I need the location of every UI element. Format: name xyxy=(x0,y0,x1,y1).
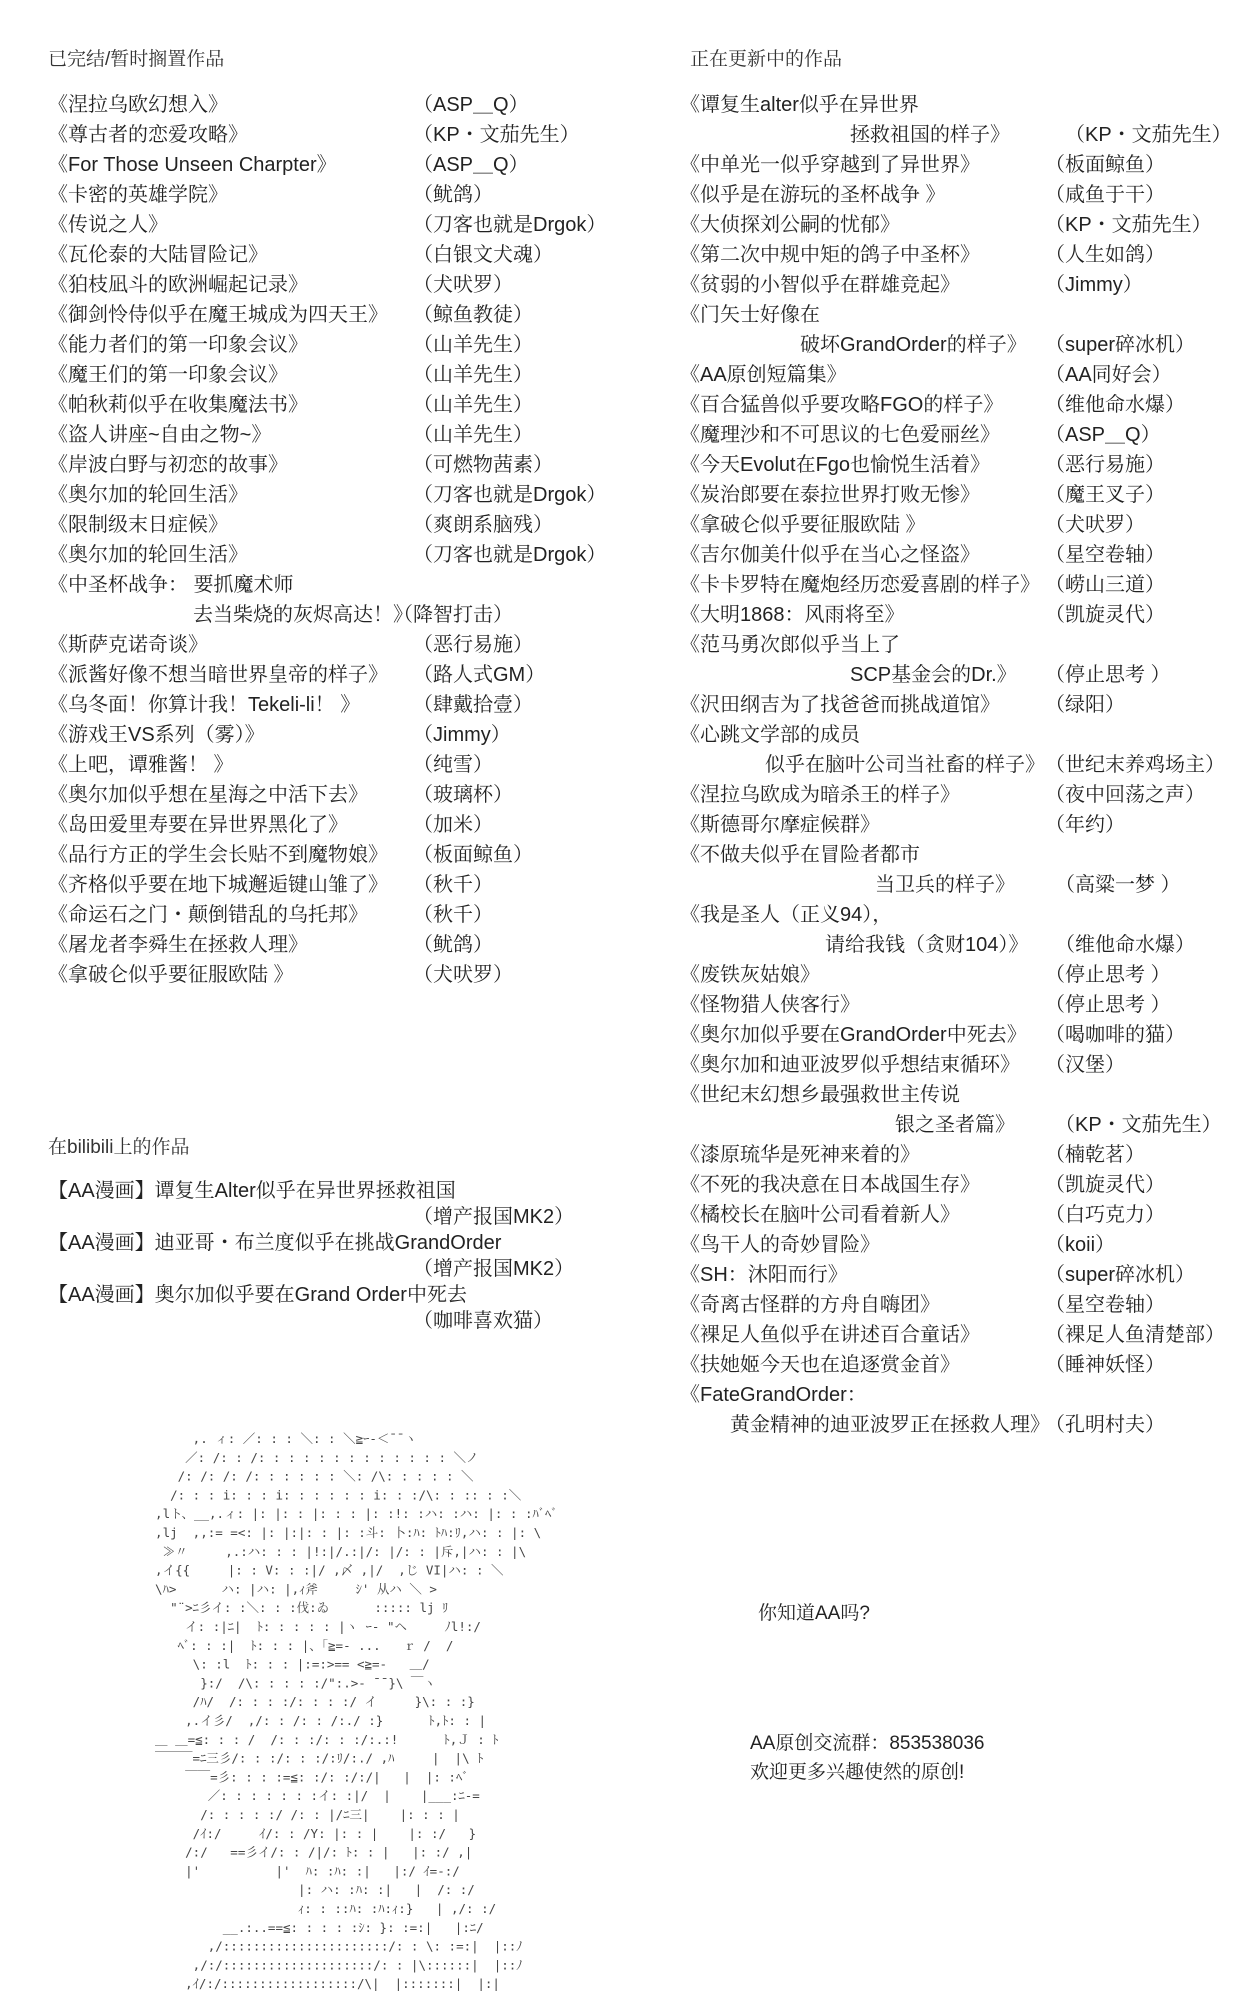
aa-welcome: 欢迎更多兴趣使然的原创! xyxy=(750,1762,965,1783)
completed-work-title: 《传说之人》 xyxy=(48,214,168,236)
completed-work-item xyxy=(48,180,618,210)
updating-work-author: （汉堡） xyxy=(1045,1054,1125,1076)
updating-work-author: （凯旋灵代） xyxy=(1045,1174,1165,1196)
completed-work-item xyxy=(48,150,618,180)
completed-work-author: （刀客也就是Drgok） xyxy=(413,544,607,566)
updating-work-title: 《扶她姬今天也在追逐赏金首》 xyxy=(680,1354,960,1376)
updating-work-author: （裸足人鱼清楚部） xyxy=(1045,1324,1225,1346)
updating-work-item xyxy=(680,150,1240,180)
updating-work-title: 《不死的我决意在日本战国生存》 xyxy=(680,1174,980,1196)
completed-work-author: （山羊先生） xyxy=(413,394,533,416)
completed-work-author: （犬吠罗） xyxy=(413,274,513,296)
ascii-art-line: /:/ ==彡イ/: : /|/: ﾄ: : | |: :/ ,| xyxy=(140,1844,473,1860)
updating-work-author: （星空卷轴） xyxy=(1045,544,1165,566)
updating-work-title: 《贫弱的小智似乎在群雄竞起》 xyxy=(680,274,960,296)
ascii-art-line: |: ハ: :ﾊ: :| | /: :/ xyxy=(140,1882,475,1898)
completed-work-author: （白银文犬魂） xyxy=(413,244,553,266)
updating-work-title: 《裸足人鱼似乎在讲述百合童话》 xyxy=(680,1324,980,1346)
updating-work-item xyxy=(680,1320,1240,1350)
ascii-art-line: ,. ィ: ／: : : ＼: : ＼≧ｰ-＜¯¯ヽ xyxy=(140,1431,417,1446)
updating-work-item xyxy=(680,390,1240,420)
updating-work-title: 《百合猛兽似乎要攻略FGO的样子》 xyxy=(680,394,1004,416)
updating-work-author: （孔明村夫） xyxy=(1045,1414,1165,1436)
ascii-art-line: ＿ ＿=≦: : : / /: : :/: : :/:.:! ﾄ,Ｊ : ﾄ xyxy=(140,1731,499,1747)
completed-work-item xyxy=(48,360,618,390)
completed-work-author: （刀客也就是Drgok） xyxy=(413,484,607,506)
updating-work-title: 《不做夫似乎在冒险者都市 xyxy=(680,844,920,866)
completed-work-author: （恶行易施） xyxy=(413,634,533,656)
updating-work-item xyxy=(680,450,1240,480)
updating-work-author: （凯旋灵代） xyxy=(1045,604,1165,626)
completed-work-author: （秋千） xyxy=(413,874,493,896)
updating-work-title: 《谭复生alter似乎在异世界 xyxy=(680,94,919,116)
updating-work-author: （魔王叉子） xyxy=(1045,484,1165,506)
updating-work-author: （人生如鸽） xyxy=(1045,244,1165,266)
updating-work-title: 《今天Evolut在Fgo也愉悦生活着》 xyxy=(680,454,991,476)
updating-work-title: 《AA原创短篇集》 xyxy=(680,364,847,386)
ascii-art-line: イ: :|ﾆ| ﾄ: : : : : |ヽ ｰ‐ "ヘ ﾉl!:/ xyxy=(140,1619,481,1634)
updating-work-author: （夜中回荡之声） xyxy=(1045,784,1205,806)
updating-work-author: （维他命水爆） xyxy=(1055,934,1195,956)
bilibili-work-title: 【AA漫画】迪亚哥・布兰度似乎在挑战GrandOrder xyxy=(48,1232,502,1254)
ascii-art-line: }:/ /\: : : : :/":.>‐ ¯¯}\ ￣ヽ xyxy=(140,1675,436,1691)
completed-work-title: 《尊古者的恋爱攻略》 xyxy=(48,124,248,146)
updating-work-author: （Jimmy） xyxy=(1045,274,1143,296)
completed-work-title: 《奥尔加似乎想在星海之中活下去》 xyxy=(48,784,368,806)
completed-work-author: （ASP＿Q） xyxy=(413,94,529,116)
completed-work-author: （犬吠罗） xyxy=(413,964,513,986)
updating-work-item xyxy=(680,1350,1240,1380)
updating-work-title: 《怪物猎人侠客行》 xyxy=(680,994,860,1016)
updating-work-item xyxy=(680,1080,1240,1140)
updating-work-item xyxy=(680,1200,1240,1230)
updating-work-author: （崂山三道） xyxy=(1045,574,1165,596)
completed-work-item xyxy=(48,630,618,660)
completed-work-item xyxy=(48,960,618,990)
updating-work-author: （绿阳） xyxy=(1045,694,1125,716)
updating-work-item xyxy=(680,570,1240,600)
bilibili-heading: 在bilibili上的作品 xyxy=(48,1137,190,1158)
updating-work-item xyxy=(680,630,1240,690)
ascii-art-line: __.:..==≦: : : : :ｼ: }: :=:| |:ﾆ/ xyxy=(140,1919,484,1935)
completed-work-title: 《派酱好像不想当暗世界皇帝的样子》 xyxy=(48,664,388,686)
ascii-art-line: /ﾊ/ /: : : :/: : : :/ イ }\: : :} xyxy=(140,1694,475,1710)
updating-work-title-continued: 银之圣者篇》 xyxy=(895,1114,1015,1136)
updating-work-author: （睡神妖怪） xyxy=(1045,1354,1165,1376)
completed-heading: 已完结/暂时搁置作品 xyxy=(48,49,225,70)
ascii-art-line: \ﾊ> ハ: |ハ: |,ｨ斧 ｼ' 从ハ ＼ > xyxy=(140,1581,437,1597)
completed-work-title: 《奥尔加的轮回生活》 xyxy=(48,544,248,566)
updating-work-title: 《中单光一似乎穿越到了异世界》 xyxy=(680,154,980,176)
bilibili-work-item xyxy=(48,1230,608,1282)
updating-work-title-continued: SCP基金会的Dr.》 xyxy=(850,664,1017,686)
completed-work-item xyxy=(48,270,618,300)
updating-work-item xyxy=(680,1260,1240,1290)
completed-work-title: 《岸波白野与初恋的故事》 xyxy=(48,454,288,476)
updating-work-item xyxy=(680,1230,1240,1260)
completed-work-author: （KP・文茄先生） xyxy=(413,124,580,146)
updating-work-title: 《SH：沐阳而行》 xyxy=(680,1264,848,1286)
completed-work-title: 《限制级末日症候》 xyxy=(48,514,228,536)
completed-work-item xyxy=(48,540,618,570)
completed-work-author: （ASP＿Q） xyxy=(413,154,529,176)
completed-work-item xyxy=(48,120,618,150)
completed-work-author: （刀客也就是Drgok） xyxy=(413,214,607,236)
updating-work-title-continued: 似乎在脑叶公司当社畜的样子》 xyxy=(765,754,1045,776)
completed-work-item xyxy=(48,90,618,120)
updating-work-item xyxy=(680,270,1240,300)
ascii-art-line: ,.イ彡/ ,/: : /: : /:./ :} ﾄ,ﾄ: : | xyxy=(140,1713,487,1728)
bilibili-work-author: （咖啡喜欢猫） xyxy=(413,1310,553,1332)
completed-work-item xyxy=(48,780,618,810)
ascii-art-line: "¨>ﾆ彡イ: :＼: : :伐:ゐ ::::: lj ﾘ xyxy=(140,1600,449,1616)
completed-work-author: （Jimmy） xyxy=(413,724,511,746)
updating-work-author: （停止思考 ） xyxy=(1045,664,1171,686)
updating-work-item xyxy=(680,690,1240,720)
updating-work-title: 《拿破仑似乎要征服欧陆 》 xyxy=(680,514,926,536)
completed-work-title: 《齐格似乎要在地下城邂逅键山雏了》 xyxy=(48,874,388,896)
updating-work-author: （楠乾茗） xyxy=(1045,1144,1145,1166)
completed-work-item xyxy=(48,480,618,510)
ascii-art-line: /: : : i: : : i: : : : : : i: : :/\: : :: : :＼ xyxy=(140,1487,522,1503)
updating-work-item xyxy=(680,1170,1240,1200)
updating-work-title-continued: 破坏GrandOrder的样子》 xyxy=(800,334,1027,356)
completed-work-title: 《上吧，谭雅酱！ 》 xyxy=(48,754,234,776)
updating-work-author: （AA同好会） xyxy=(1045,364,1172,386)
ascii-art-line: ｨ: : ::ﾊ: :ﾊ:ｨ:} | ,/: :/ xyxy=(140,1901,497,1916)
updating-work-title-continued: 请给我钱（贪财104）》 xyxy=(825,934,1029,956)
completed-work-item xyxy=(48,870,618,900)
updating-work-item xyxy=(680,300,1240,360)
updating-work-title: 《FateGrandOrder： xyxy=(680,1384,867,1406)
ascii-art-line: /: : : : :/ /: : |/ﾆ三| |: : : | xyxy=(140,1807,460,1822)
completed-work-title: 《卡密的英雄学院》 xyxy=(48,184,228,206)
completed-work-item xyxy=(48,810,618,840)
completed-work-title: 《乌冬面！你算计我！Tekeli-li！ 》 xyxy=(48,694,361,716)
bilibili-work-title: 【AA漫画】谭复生Alter似乎在异世界拯救祖国 xyxy=(48,1180,456,1202)
ascii-art-line: ﾍﾞ: : :| ﾄ: : : |、「≧=- ... ｒ / / xyxy=(140,1637,454,1653)
completed-work-title: 《魔王们的第一印象会议》 xyxy=(48,364,288,386)
updating-work-title: 《门矢士好像在 xyxy=(680,304,820,326)
completed-work-title: 《斯萨克诺奇谈》 xyxy=(48,634,208,656)
updating-work-author: （板面鲸鱼） xyxy=(1045,154,1165,176)
completed-work-item xyxy=(48,420,618,450)
ascii-art-line: /: /: /: /: : : : : : ＼: /\: : : : : ＼ xyxy=(140,1468,474,1484)
updating-work-title: 《卡卡罗特在魔炮经历恋爱喜剧的样子》 xyxy=(680,574,1040,596)
aa-question: 你知道AA吗? xyxy=(758,1603,870,1624)
completed-work-title-continued: 去当柴烧的灰烬高达！》 xyxy=(193,604,413,626)
updating-work-title: 《沢田纲吉为了找爸爸而挑战道馆》 xyxy=(680,694,1000,716)
updating-work-author: （停止思考 ） xyxy=(1045,964,1171,986)
updating-work-title: 《大侦探刘公嗣的忧郁》 xyxy=(680,214,900,236)
completed-work-item xyxy=(48,900,618,930)
updating-work-author: （犬吠罗） xyxy=(1045,514,1145,536)
updating-work-author: （喝咖啡的猫） xyxy=(1045,1024,1185,1046)
updating-work-item xyxy=(680,480,1240,510)
updating-work-item xyxy=(680,960,1240,990)
completed-work-title: 《中圣杯战争： 要抓魔术师 xyxy=(48,574,294,596)
completed-work-title: 《盗人讲座~自由之物~》 xyxy=(48,424,272,446)
updating-work-title: 《鸟干人的奇妙冒险》 xyxy=(680,1234,880,1256)
completed-work-title: 《涅拉乌欧幻想入》 xyxy=(48,94,228,116)
updating-work-title: 《橘校长在脑叶公司看着新人》 xyxy=(680,1204,960,1226)
completed-work-item xyxy=(48,240,618,270)
completed-work-author: （爽朗系脑残） xyxy=(413,514,553,536)
completed-work-title: 《屠龙者李舜生在拯救人理》 xyxy=(48,934,308,956)
updating-work-title: 《斯德哥尔摩症候群》 xyxy=(680,814,880,836)
ascii-art-line: ,ｲ/:/::::::::::::::::::/\| |:::::::| |:| xyxy=(140,1976,500,1992)
updating-work-item xyxy=(680,780,1240,810)
ascii-art-line: ￣￣=彡: : : :=≦: :/: :/:/| | |: :ﾍﾞ xyxy=(140,1769,469,1785)
updating-work-title: 《漆原琉华是死神来着的》 xyxy=(680,1144,920,1166)
updating-work-author: （koii） xyxy=(1045,1234,1116,1256)
ascii-art-line: ／: : : : : : :イ: :|/ | |___:ﾆ-= xyxy=(140,1788,480,1804)
updating-work-author: （维他命水爆） xyxy=(1045,394,1185,416)
updating-work-title: 《炭治郎要在泰拉世界打败无惨》 xyxy=(680,484,980,506)
completed-work-author: （降智打击） xyxy=(393,604,513,626)
completed-work-item xyxy=(48,720,618,750)
completed-work-title: 《能力者们的第一印象会议》 xyxy=(48,334,308,356)
updating-work-item xyxy=(680,1290,1240,1320)
ascii-art-line: ／: /: : /: : : : : : : : : : : : : ＼ノ xyxy=(140,1449,479,1465)
updating-work-item xyxy=(680,1020,1240,1050)
ascii-art-line: ,lj ,,:= =<: |: |:|: : |: :斗: 卜:ﾊ: ﾄﾊ:ﾘ,ハ: : |: \ xyxy=(140,1525,542,1540)
updating-work-author: （KP・文茄先生） xyxy=(1065,124,1232,146)
updating-work-author: （KP・文茄先生） xyxy=(1055,1114,1222,1136)
updating-work-title: 《废铁灰姑娘》 xyxy=(680,964,820,986)
updating-works-list xyxy=(680,90,1240,1440)
completed-work-item xyxy=(48,300,618,330)
bilibili-work-author: （增产报国MK2） xyxy=(413,1206,575,1228)
updating-work-title: 《奥尔加似乎要在GrandOrder中死去》 xyxy=(680,1024,1027,1046)
completed-work-title: 《奥尔加的轮回生活》 xyxy=(48,484,248,506)
updating-work-author: （停止思考 ） xyxy=(1045,994,1171,1016)
ascii-art-line: ,lト、__,.ィ: |: |: : |: : : |: :!: :ハ: :ハ: |: : :ﾊﾞﾍﾞ xyxy=(140,1506,558,1522)
updating-work-title-continued: 黄金精神的迪亚波罗正在拯救人理》 xyxy=(730,1414,1050,1436)
updating-work-title: 《奇离古怪群的方舟自嗨团》 xyxy=(680,1294,940,1316)
updating-heading: 正在更新中的作品 xyxy=(690,49,843,70)
updating-work-title: 《范马勇次郎似乎当上了 xyxy=(680,634,900,656)
ascii-art-character xyxy=(140,1425,600,2000)
completed-work-author: （山羊先生） xyxy=(413,424,533,446)
completed-works-list xyxy=(48,90,618,990)
updating-work-item xyxy=(680,600,1240,630)
updating-work-author: （super碎冰机） xyxy=(1045,334,1196,356)
updating-work-item xyxy=(680,360,1240,390)
updating-work-item xyxy=(680,540,1240,570)
updating-work-author: （ASP＿Q） xyxy=(1045,424,1161,446)
completed-work-author: （鱿鸽） xyxy=(413,184,493,206)
ascii-art-line: ￣￣￣=ﾆ三彡/: : :/: : :/:ﾘ/:./ ,ﾊ | |\ ﾄ xyxy=(140,1750,484,1766)
completed-work-author: （加米） xyxy=(413,814,493,836)
updating-work-item xyxy=(680,1380,1240,1440)
completed-work-item xyxy=(48,570,618,630)
updating-work-author: （KP・文茄先生） xyxy=(1045,214,1212,236)
completed-work-item xyxy=(48,450,618,480)
updating-work-author: （恶行易施） xyxy=(1045,454,1165,476)
completed-work-item xyxy=(48,750,618,780)
completed-work-item xyxy=(48,840,618,870)
updating-work-title: 《心跳文学部的成员 xyxy=(680,724,860,746)
completed-work-author: （板面鲸鱼） xyxy=(413,844,533,866)
bilibili-work-author: （增产报国MK2） xyxy=(413,1258,575,1280)
completed-work-author: （山羊先生） xyxy=(413,364,533,386)
completed-work-item xyxy=(48,660,618,690)
updating-work-author: （高粱一梦 ） xyxy=(1055,874,1181,896)
completed-work-author: （秋千） xyxy=(413,904,493,926)
completed-work-title: 《For Those Unseen Charpter》 xyxy=(48,154,337,176)
ascii-art-line: /ｲ:/ ｲ/: : /Y: |: : | |: :/ } xyxy=(140,1825,477,1841)
completed-work-item xyxy=(48,690,618,720)
completed-work-item xyxy=(48,330,618,360)
updating-work-author: （世纪末养鸡场主） xyxy=(1045,754,1225,776)
updating-work-title: 《吉尔伽美什似乎在当心之怪盗》 xyxy=(680,544,980,566)
aa-group-number: AA原创交流群：853538036 xyxy=(750,1733,985,1754)
updating-work-item xyxy=(680,840,1240,900)
completed-work-title: 《帕秋莉似乎在收集魔法书》 xyxy=(48,394,308,416)
updating-work-title: 《世纪末幻想乡最强救世主传说 xyxy=(680,1084,960,1106)
updating-work-item xyxy=(680,210,1240,240)
completed-work-title: 《御剑怜侍似乎在魔王城成为四天王》 xyxy=(48,304,388,326)
updating-work-title: 《我是圣人（正义94）， xyxy=(680,904,893,926)
ascii-art-line: \: :l ﾄ: : : |:=:>== <≧=- ＿/ xyxy=(140,1656,430,1672)
completed-work-author: （可燃物茜素） xyxy=(413,454,553,476)
completed-work-item xyxy=(48,210,618,240)
ascii-art-line: ,イ{{ |: : V: : :|/ ,〆 ,|/ ,じ VI|ハ: : ＼ xyxy=(140,1562,504,1578)
updating-work-author: （白巧克力） xyxy=(1045,1204,1165,1226)
completed-work-author: （鲸鱼教徒） xyxy=(413,304,533,326)
bilibili-work-title: 【AA漫画】奥尔加似乎要在Grand Order中死去 xyxy=(48,1284,467,1306)
completed-work-title: 《拿破仑似乎要征服欧陆 》 xyxy=(48,964,294,986)
completed-work-author: （山羊先生） xyxy=(413,334,533,356)
updating-work-title: 《大明1868：风雨将至》 xyxy=(680,604,905,626)
updating-work-item xyxy=(680,510,1240,540)
updating-work-title: 《似乎是在游玩的圣杯战争 》 xyxy=(680,184,946,206)
updating-work-author: （咸鱼于干） xyxy=(1045,184,1165,206)
updating-work-author: （星空卷轴） xyxy=(1045,1294,1165,1316)
ascii-art-line: |' |' ﾊ: :ﾊ: :| |:/ ｲ=-:/ xyxy=(140,1863,460,1879)
bilibili-works-list xyxy=(48,1178,608,1334)
updating-work-item xyxy=(680,1140,1240,1170)
updating-work-title: 《涅拉乌欧成为暗杀王的样子》 xyxy=(680,784,960,806)
completed-work-title: 《命运石之门・颠倒错乱的乌托邦》 xyxy=(48,904,368,926)
updating-work-item xyxy=(680,810,1240,840)
updating-work-author: （年约） xyxy=(1045,814,1125,836)
updating-work-author: （super碎冰机） xyxy=(1045,1264,1196,1286)
updating-work-item xyxy=(680,240,1240,270)
completed-work-author: （鱿鸽） xyxy=(413,934,493,956)
completed-work-title: 《游戏王VS系列（雾）》 xyxy=(48,724,265,746)
updating-work-title: 《第二次中规中矩的鸽子中圣杯》 xyxy=(680,244,980,266)
bilibili-work-item xyxy=(48,1178,608,1230)
completed-work-title: 《狛枝凪斗的欧洲崛起记录》 xyxy=(48,274,308,296)
updating-work-item xyxy=(680,90,1240,150)
updating-work-title: 《奥尔加和迪亚波罗似乎想结束循环》 xyxy=(680,1054,1020,1076)
completed-work-title: 《岛田爱里寿要在异世界黑化了》 xyxy=(48,814,348,836)
updating-work-title-continued: 拯救祖国的样子》 xyxy=(850,124,1010,146)
completed-work-author: （路人式GM） xyxy=(413,664,546,686)
completed-work-author: （肆戴拾壹） xyxy=(413,694,533,716)
ascii-art-line: ≫〃 ,.:ハ: : : |!:|/.:|/: |/: : |斥,|ハ: : |\ xyxy=(140,1543,527,1559)
completed-work-author: （玻璃杯） xyxy=(413,784,513,806)
completed-work-title: 《瓦伦泰的大陆冒险记》 xyxy=(48,244,268,266)
updating-work-title-continued: 当卫兵的样子》 xyxy=(875,874,1015,896)
updating-work-item xyxy=(680,1050,1240,1080)
bilibili-work-item xyxy=(48,1282,608,1334)
completed-work-item xyxy=(48,930,618,960)
ascii-art-lines xyxy=(140,1431,558,1991)
updating-work-item xyxy=(680,900,1240,960)
updating-work-item xyxy=(680,180,1240,210)
ascii-art-line: ,/::::::::::::::::::::::/: : \: :=:| |::ﾉ xyxy=(140,1938,523,1954)
updating-work-item xyxy=(680,420,1240,450)
updating-work-item xyxy=(680,720,1240,780)
completed-work-item xyxy=(48,510,618,540)
completed-work-author: （纯雪） xyxy=(413,754,493,776)
updating-work-item xyxy=(680,990,1240,1020)
completed-work-title: 《品行方正的学生会长贴不到魔物娘》 xyxy=(48,844,388,866)
completed-work-item xyxy=(48,390,618,420)
ascii-art-line: ,/:/::::::::::::::::::::/: : |\::::::| |::ﾉ xyxy=(140,1957,523,1973)
updating-work-title: 《魔理沙和不可思议的七色爱丽丝》 xyxy=(680,424,1000,446)
